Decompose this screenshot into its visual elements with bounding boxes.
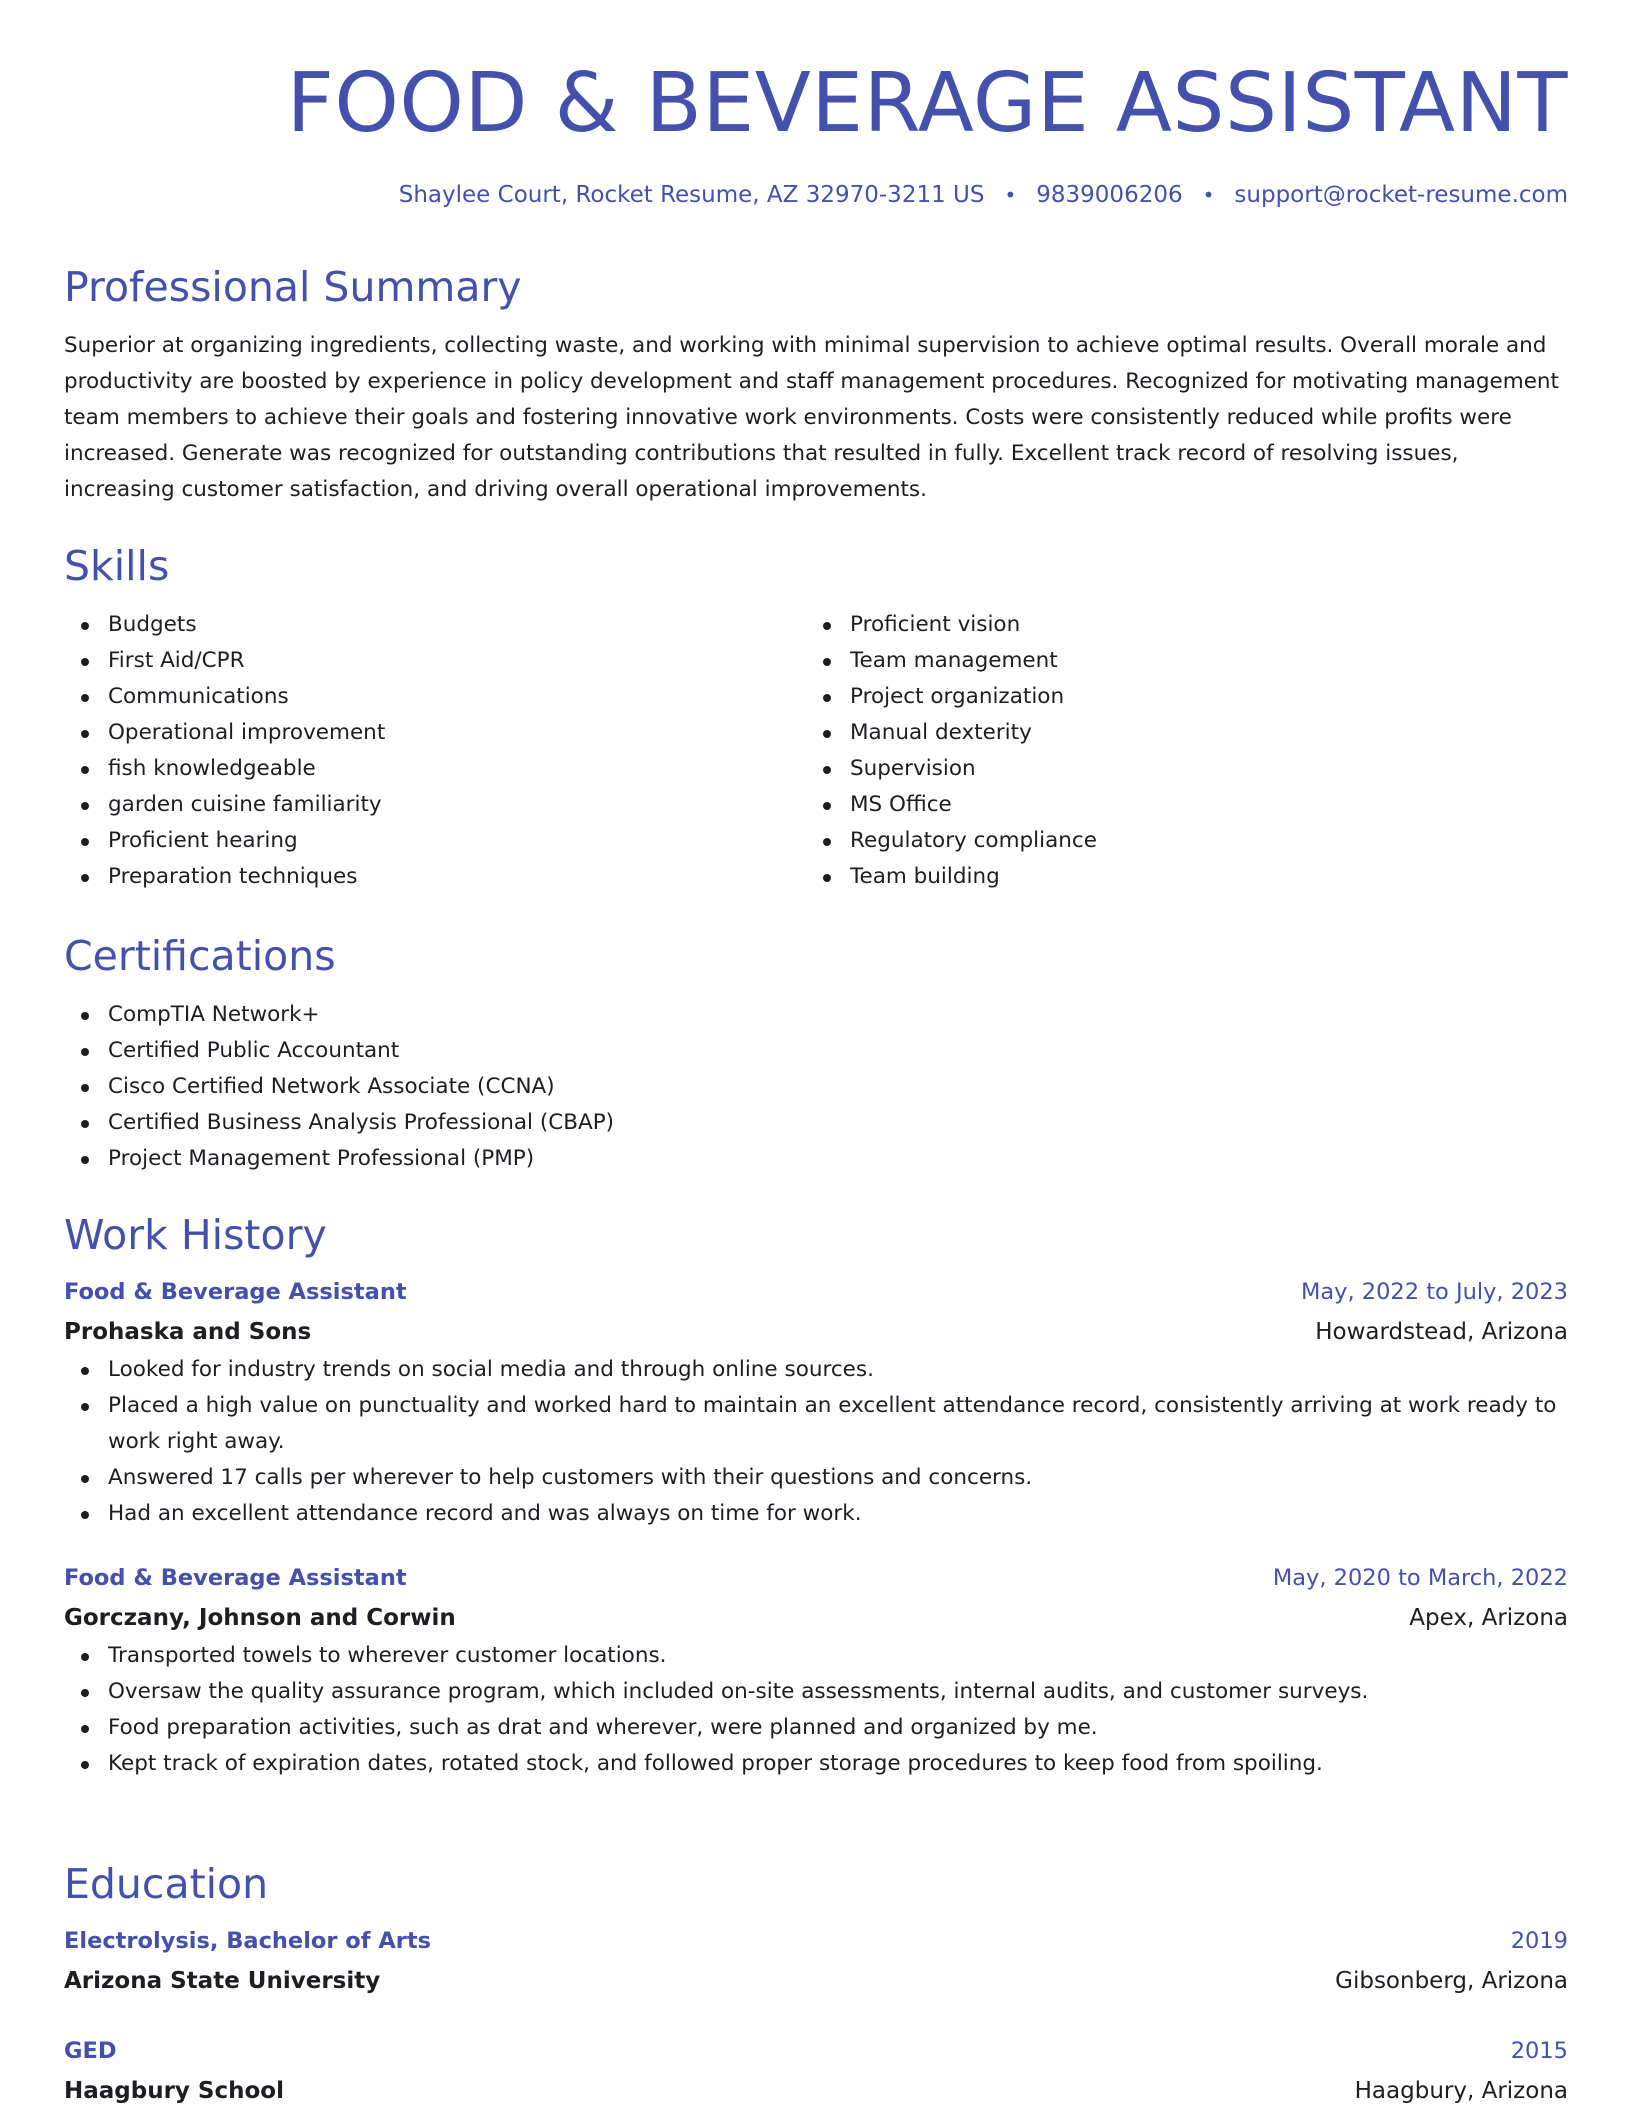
job-dates: May, 2022 to July, 2023 <box>1300 1279 1568 1305</box>
summary-section <box>64 262 1568 508</box>
job-bullet: Transported towels to wherever customer locations. <box>64 1638 1568 1674</box>
certification-item: Project Management Professional (PMP) <box>64 1141 1568 1177</box>
skill-item: Manual dexterity <box>806 715 1548 751</box>
education-school: Arizona State University <box>64 1968 381 1994</box>
job-bullet: Oversaw the quality assurance program, which included on-site assessments, internal audits, and customer surveys. <box>64 1674 1568 1710</box>
education-location: Haagbury, Arizona <box>1354 2078 1568 2104</box>
education-school: Haagbury School <box>64 2078 284 2104</box>
skill-item: fish knowledgeable <box>64 751 806 787</box>
job-bullet: Had an excellent attendance record and was always on time for work. <box>64 1496 1568 1532</box>
job-bullet: Food preparation activities, such as drat and wherever, were planned and organized by me. <box>64 1710 1568 1746</box>
job-bullet: Looked for industry trends on social media and through online sources. <box>64 1352 1568 1388</box>
summary-text: Superior at organizing ingredients, collecting waste, and working with minimal supervision to achieve optimal results. Overall morale and productivity are boosted by experience in policy development and staff management procedures. Recognized for motivating management team members to achieve their goals and fostering innovative work environments. Costs were consistently reduced while profits were increased. Generate was recognized for outstanding contributions that resulted in fully. Excellent track record of resolving issues, increasing customer satisfaction, and driving overall operational improvements. <box>64 333 1559 502</box>
education-year: 2015 <box>1510 2038 1568 2064</box>
skill-item: Supervision <box>806 751 1548 787</box>
job-location: Howardstead, Arizona <box>1315 1319 1568 1345</box>
skills-column-left <box>64 607 806 895</box>
contact-separator: • <box>1202 183 1215 207</box>
job-company: Prohaska and Sons <box>64 1319 312 1345</box>
contact-address: Shaylee Court, Rocket Resume, AZ 32970-3211 US <box>398 182 985 208</box>
job-company: Gorczany, Johnson and Corwin <box>64 1605 456 1631</box>
job-bullet: Kept track of expiration dates, rotated stock, and followed proper storage procedures to keep food from spoiling. <box>64 1746 1568 1782</box>
section-title: Work History <box>64 1211 327 1259</box>
job-title: Food & Beverage Assistant <box>64 1279 407 1305</box>
education-year: 2019 <box>1510 1928 1568 1954</box>
job-title: Food & Beverage Assistant <box>64 1565 407 1591</box>
skill-item: Proficient vision <box>806 607 1548 643</box>
section-title: Skills <box>64 542 170 590</box>
job-entry <box>64 1558 1568 1782</box>
education-degree: GED <box>64 2038 117 2064</box>
certification-item: Certified Business Analysis Professional (CBAP) <box>64 1105 1568 1141</box>
job-location: Apex, Arizona <box>1409 1605 1568 1631</box>
contact-email: support@rocket-resume.com <box>1234 182 1568 208</box>
job-dates: May, 2020 to March, 2022 <box>1272 1565 1568 1591</box>
job-entry <box>64 1272 1568 1532</box>
certification-item: CompTIA Network+ <box>64 997 1568 1033</box>
skills-section <box>64 541 1568 895</box>
contact-line <box>399 182 1568 208</box>
skill-item: Project organization <box>806 679 1548 715</box>
skill-item: First Aid/CPR <box>64 643 806 679</box>
education-entry <box>64 2031 1568 2111</box>
work-history-section <box>64 1210 1568 1782</box>
job-bullet: Answered 17 calls per wherever to help customers with their questions and concerns. <box>64 1460 1568 1496</box>
certification-item: Certified Public Accountant <box>64 1033 1568 1069</box>
education-section <box>64 1859 1568 2111</box>
skill-item: Proficient hearing <box>64 823 806 859</box>
resume-title: FOOD & BEVERAGE ASSISTANT <box>286 56 1568 151</box>
section-title: Certifications <box>64 932 336 980</box>
contact-separator: • <box>1004 183 1017 207</box>
skill-item: Preparation techniques <box>64 859 806 895</box>
section-title: Education <box>64 1860 269 1908</box>
skill-item: garden cuisine familiarity <box>64 787 806 823</box>
job-bullet: Placed a high value on punctuality and worked hard to maintain an excellent attendance record, consistently arriving at work ready to work right away. <box>64 1388 1568 1460</box>
skill-item: MS Office <box>806 787 1548 823</box>
skill-item: Regulatory compliance <box>806 823 1548 859</box>
certification-item: Cisco Certified Network Associate (CCNA) <box>64 1069 1568 1105</box>
skill-item: Operational improvement <box>64 715 806 751</box>
skill-item: Team building <box>806 859 1548 895</box>
contact-phone: 9839006206 <box>1036 182 1183 208</box>
certifications-section <box>64 931 1568 1177</box>
skill-item: Budgets <box>64 607 806 643</box>
skill-item: Team management <box>806 643 1548 679</box>
education-entry <box>64 1921 1568 2001</box>
section-title: Professional Summary <box>64 263 522 311</box>
education-location: Gibsonberg, Arizona <box>1335 1968 1568 1994</box>
skills-columns <box>64 607 1568 895</box>
skills-column-right <box>806 607 1548 895</box>
skill-item: Communications <box>64 679 806 715</box>
education-degree: Electrolysis, Bachelor of Arts <box>64 1928 432 1954</box>
